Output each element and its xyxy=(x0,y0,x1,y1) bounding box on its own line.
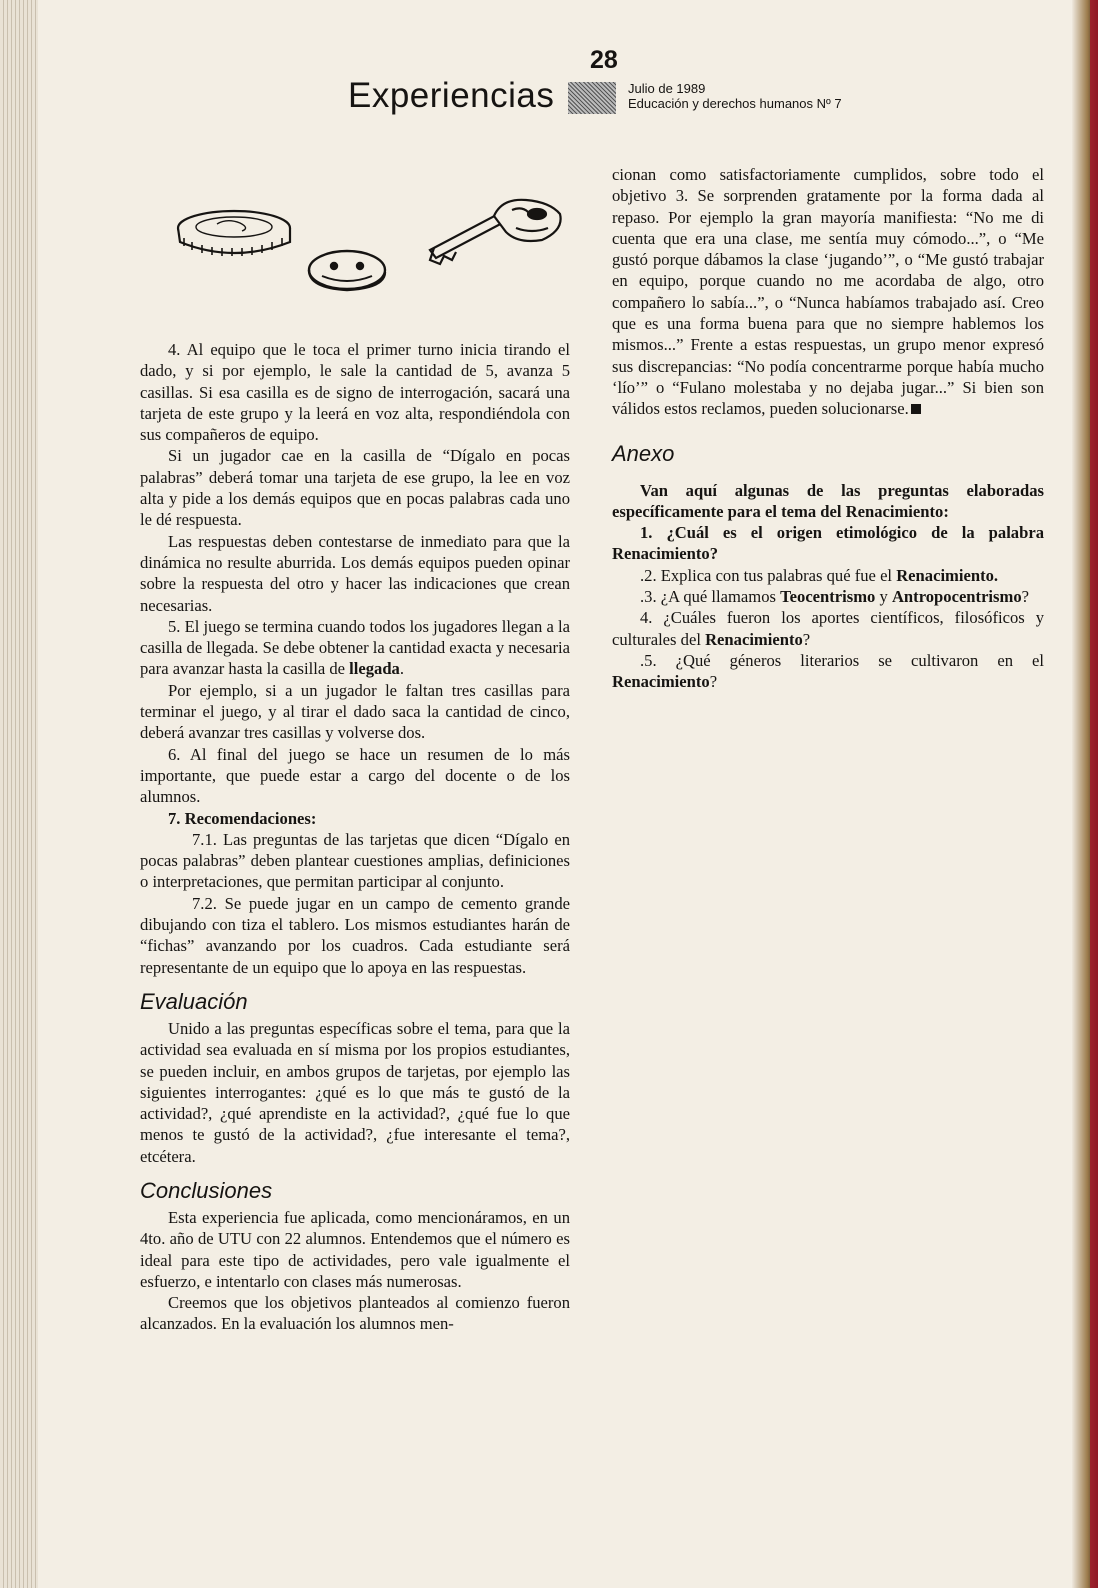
paragraph xyxy=(612,480,1044,523)
text-run: ? xyxy=(802,629,811,649)
text-run: .3. ¿A qué llamamos xyxy=(640,587,781,607)
recommendations-heading: 7. Recomendaciones: xyxy=(168,808,317,828)
halftone-block-icon xyxy=(568,82,616,114)
anexo-intro: Van aquí algunas de las preguntas elaboradas específicamente para el tema del Renacimiento: xyxy=(612,480,1044,521)
heading-anexo: Anexo xyxy=(612,440,675,466)
bold-term: Teocentrismo xyxy=(780,587,876,607)
text-run: 1. ¿Cuál es el origen etimológico de la palabra xyxy=(640,523,1044,543)
heading-conclusiones: Conclusiones xyxy=(140,1177,273,1203)
text-run: ? xyxy=(709,544,718,564)
smiley-token-icon xyxy=(309,251,385,290)
question-5 xyxy=(612,650,1044,693)
issue-date: Julio de 1989 xyxy=(628,81,706,96)
publication-name: Educación y derechos humanos Nº 7 xyxy=(628,96,842,111)
paragraph xyxy=(612,164,1044,420)
text-run: 4. ¿Cuáles fueron los aportes científicos, filosóficos y culturales del xyxy=(612,608,1044,649)
end-mark-icon xyxy=(911,404,921,414)
text-run: . xyxy=(399,659,405,679)
text-run: ? xyxy=(709,672,718,692)
bold-term: Renacimiento xyxy=(705,629,803,649)
paragraph: Esta experiencia fue aplicada, como mencionáramos, en un 4to. año de UTU con 22 alumnos. Entendemos que el número es ideal para este tipo de actividades, pero vale igualmente el esfuerzo, e intentarlo con clases más numerosas. xyxy=(140,1207,570,1291)
bold-term: Renacimiento xyxy=(612,672,710,692)
subheading xyxy=(140,808,570,829)
paragraph: Por ejemplo, si a un jugador le faltan tres casillas para terminar el juego, y al tirar el dado saca la cantidad de cinco, deberá avanzar tres casillas y volverse dos. xyxy=(140,680,570,743)
question-1 xyxy=(612,522,1044,565)
book-page-edges-left xyxy=(0,0,38,1588)
section-title: Experiencias xyxy=(348,76,555,115)
page-header xyxy=(340,44,940,119)
bold-term: Renacimiento xyxy=(896,565,994,585)
coin-icon xyxy=(178,211,290,256)
text-run: . xyxy=(993,565,999,585)
bold-term: Renacimiento xyxy=(612,544,710,564)
paragraph: 4. Al equipo que le toca el primer turno inicia tirando el dado, y si por ejemplo, le sale la cantidad de 5, avanza 5 casillas. Si esa casilla es de signo de interrogación, sacará una tarjeta de este grupo y la leerá en voz alta, respondiéndola con sus compañeros de equipo. xyxy=(140,340,570,445)
text-run: .5. ¿Qué géneros literarios se cultivaron en el xyxy=(640,650,1044,670)
bold-term: Antropocentrismo xyxy=(891,587,1022,607)
paragraph: Las respuestas deben contestarse de inmediato para que la dinámica no resulte aburrida. Los demás equipos pueden opinar sobre la respuesta del otro y hacer las indicaciones que crean necesarias. xyxy=(140,531,570,615)
key-icon xyxy=(430,200,561,264)
text-run: y xyxy=(875,587,892,607)
text-run: 5. El juego se termina cuando todos los jugadores llegan a la casilla de llegada. Se debe obtener la cantidad exacta y necesaria para avanzar hasta la casilla de xyxy=(140,616,570,679)
book-binding-right xyxy=(1072,0,1098,1588)
page-number: 28 xyxy=(590,46,618,74)
paragraph: Unido a las preguntas específicas sobre el tema, para que la actividad sea evaluada en sí misma por los propios estudiantes, se pueden incluir, en ambos grupos de tarjetas, por ejemplo las siguientes interrogantes: ¿qué es lo que más te gustó de la actividad?, ¿qué aprendiste en la actividad?, ¿qué fue lo que menos te gustó de la actividad?, ¿fue interesante el tema?, etcétera. xyxy=(140,1018,570,1166)
text-run: ? xyxy=(1021,587,1029,607)
coin-token-key-illustration xyxy=(172,190,572,300)
text-run: cionan como satisfactoriamente cumplidos, sobre todo el objetivo 3. Se sorprenden gratamente por la forma dada al repaso. Por ejemplo la gran mayoría manifiesta: “No me di cuenta que era una clase, me sentía muy cómodo...”, o “Me gustó porque dábamos la clase ‘jugando’”, o “Me gustó trabajar en equipo, porque cuando no me acordaba de algo, otro compañero lo sabía...”, o “Nunca habíamos trabajado así. Creo que es una forma buena para que no siempre hablemos los mismos...” Frente a estas respuestas, un grupo menor expresó sus discrepancias: “No podía concentrarme porque había mucho ‘lío’” o “Fulano molestaba y no dejaba jugar...” Si bien son válidos estos reclamos, pueden solucionarse. xyxy=(612,165,1044,419)
paragraph: Creemos que los objetivos planteados al comienzo fueron alcanzados. En la evaluación los alumnos men- xyxy=(140,1293,570,1334)
paragraph: 6. Al final del juego se hace un resumen de lo más importante, que puede estar a cargo del docente o de los alumnos. xyxy=(140,744,570,807)
header-meta xyxy=(628,81,842,111)
binding-red-strip xyxy=(1090,0,1098,1588)
text-run: .2. Explica con tus palabras qué fue el xyxy=(640,565,897,585)
paragraph: 7.2. Se puede jugar en un campo de cemento grande dibujando con tiza el tablero. Los mismos estudiantes harán de “fichas” avanzando por los cuadros. Cada estudiante será representante de un equipo que lo apoya en las respuestas. xyxy=(140,893,570,977)
question-2 xyxy=(612,565,1044,586)
right-column xyxy=(612,164,1044,693)
paragraph xyxy=(140,616,570,680)
paragraph: Si un jugador cae en la casilla de “Dígalo en pocas palabras” deberá tomar una tarjeta de ese grupo, la lee en voz alta y pide a los demás equipos que en pocas palabras cada uno le dé respuesta. xyxy=(140,446,570,530)
question-4 xyxy=(612,607,1044,650)
heading-evaluacion: Evaluación xyxy=(140,988,248,1014)
bold-term: llegada xyxy=(349,659,400,679)
question-3 xyxy=(612,586,1044,607)
left-column xyxy=(140,339,570,1335)
paragraph: 7.1. Las preguntas de las tarjetas que dicen “Dígalo en pocas palabras” deben plantear cuestiones amplias, definiciones o interpretaciones, que permitan participar al conjunto. xyxy=(140,829,570,892)
